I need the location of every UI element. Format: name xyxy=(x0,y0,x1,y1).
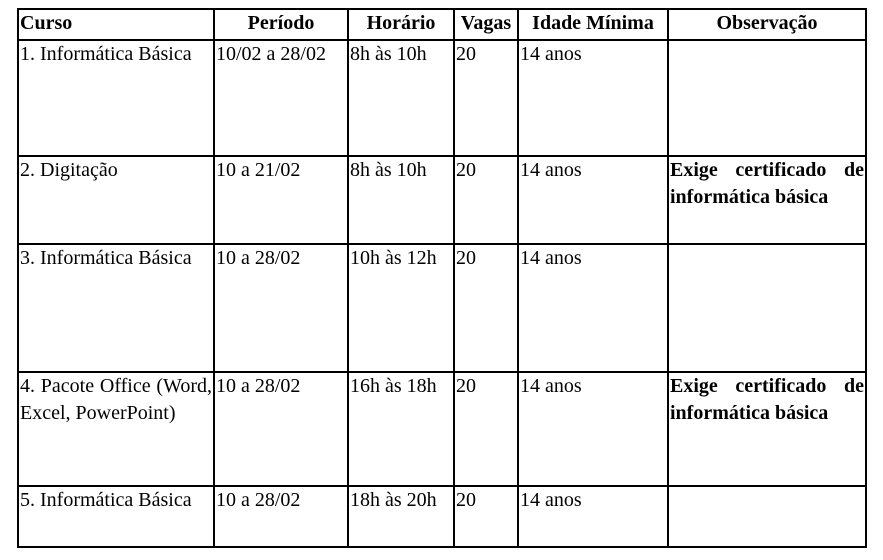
cell-periodo: 10 a 28/02 xyxy=(214,486,348,547)
cell-curso: 1. Informática Básica xyxy=(18,40,214,156)
cell-observacao: Exige certificado de informática básica xyxy=(668,372,866,486)
header-horario: Horário xyxy=(348,9,454,40)
courses-table xyxy=(17,8,867,548)
cell-observacao xyxy=(668,244,866,372)
cell-curso: 5. Informática Básica xyxy=(18,486,214,547)
cell-periodo: 10 a 21/02 xyxy=(214,156,348,244)
cell-horario: 8h às 10h xyxy=(348,40,454,156)
cell-idade-minima: 14 anos xyxy=(518,156,668,244)
cell-horario: 10h às 12h xyxy=(348,244,454,372)
cell-vagas: 20 xyxy=(454,486,518,547)
header-vagas: Vagas xyxy=(454,9,518,40)
cell-observacao: Exige certificado de informática básica xyxy=(668,156,866,244)
cell-idade-minima: 14 anos xyxy=(518,244,668,372)
cell-vagas: 20 xyxy=(454,40,518,156)
table-row xyxy=(18,156,866,244)
cell-curso: 4. Pacote Office (Word, Excel, PowerPoint) xyxy=(18,372,214,486)
cell-vagas: 20 xyxy=(454,372,518,486)
cell-observacao xyxy=(668,486,866,547)
cell-vagas: 20 xyxy=(454,156,518,244)
cell-horario: 18h às 20h xyxy=(348,486,454,547)
cell-periodo: 10 a 28/02 xyxy=(214,244,348,372)
table-row xyxy=(18,486,866,547)
cell-curso: 2. Digitação xyxy=(18,156,214,244)
cell-vagas: 20 xyxy=(454,244,518,372)
header-row xyxy=(18,9,866,40)
table-row xyxy=(18,40,866,156)
cell-periodo: 10 a 28/02 xyxy=(214,372,348,486)
cell-horario: 16h às 18h xyxy=(348,372,454,486)
table-row xyxy=(18,244,866,372)
header-idade-minima: Idade Mínima xyxy=(518,9,668,40)
cell-idade-minima: 14 anos xyxy=(518,486,668,547)
cell-observacao xyxy=(668,40,866,156)
header-observacao: Observação xyxy=(668,9,866,40)
cell-periodo: 10/02 a 28/02 xyxy=(214,40,348,156)
cell-idade-minima: 14 anos xyxy=(518,40,668,156)
header-periodo: Período xyxy=(214,9,348,40)
header-curso: Curso xyxy=(18,9,214,40)
table-row xyxy=(18,372,866,486)
cell-idade-minima: 14 anos xyxy=(518,372,668,486)
cell-horario: 8h às 10h xyxy=(348,156,454,244)
cell-curso: 3. Informática Básica xyxy=(18,244,214,372)
